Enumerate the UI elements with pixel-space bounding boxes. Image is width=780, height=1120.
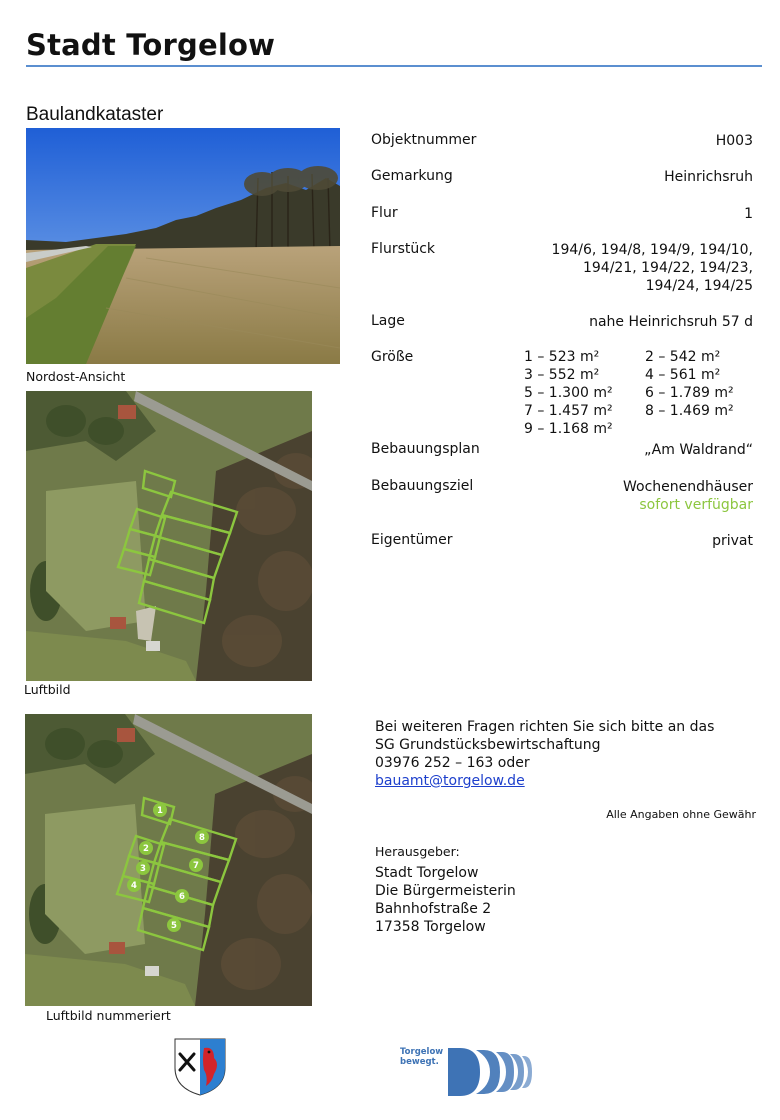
aerial-photo: [26, 391, 312, 681]
plot-number-8: 8: [199, 833, 205, 843]
eigentuemer-label: Eigentümer: [371, 532, 453, 548]
objektnummer-value: H003: [715, 133, 753, 149]
size-item: 2 – 542 m²: [645, 349, 721, 365]
size-item: 1 – 523 m²: [524, 349, 600, 365]
publisher-line: Die Bürgermeisterin: [375, 883, 516, 899]
photo-caption: Nordost-Ansicht: [26, 369, 126, 384]
plot-number-3: 3: [140, 864, 146, 874]
flurstueck-line: 194/21, 194/22, 194/23,: [582, 260, 753, 276]
aerial-numbered-photo: [25, 714, 312, 1006]
contact-block: [375, 718, 714, 790]
plot-number-1: 1: [157, 806, 163, 816]
plot-number-7: 7: [193, 861, 199, 871]
plot-number-4: 4: [131, 881, 137, 891]
plot-number-5: 5: [171, 921, 177, 931]
size-item: 8 – 1.469 m²: [645, 403, 734, 419]
flurstueck-line: 194/6, 194/8, 194/9, 194/10,: [551, 242, 753, 258]
brand-slogan-line: bewegt.: [400, 1057, 439, 1067]
size-item: 3 – 552 m²: [524, 367, 600, 383]
bebauungsziel-value: [623, 478, 753, 514]
page-title: Stadt Torgelow: [26, 28, 276, 62]
objektnummer-label: Objektnummer: [371, 132, 477, 148]
contact-line: Bei weiteren Fragen richten Sie sich bitte an das: [375, 719, 715, 735]
size-item: 9 – 1.168 m²: [524, 421, 613, 437]
lage-label: Lage: [371, 313, 405, 329]
plot-number-2: 2: [143, 844, 149, 854]
publisher-label: Herausgeber:: [375, 844, 460, 859]
bebauungsplan-label: Bebauungsplan: [371, 441, 480, 457]
photo-caption: Luftbild: [24, 682, 71, 697]
publisher-line: 17358 Torgelow: [375, 919, 486, 935]
bebauungsziel-label: Bebauungsziel: [371, 478, 474, 494]
flurstueck-label: Flurstück: [371, 241, 436, 257]
brand-slogan-line: Torgelow: [400, 1047, 444, 1057]
publisher-line: Stadt Torgelow: [375, 865, 479, 881]
gemarkung-value: Heinrichsruh: [664, 169, 753, 185]
size-item: 7 – 1.457 m²: [524, 403, 613, 419]
title-divider: [26, 65, 762, 67]
publisher-line: Bahnhofstraße 2: [375, 901, 492, 917]
coat-of-arms-logo: [174, 1038, 226, 1096]
northeast-view-photo: [26, 128, 340, 364]
flur-value: 1: [744, 206, 753, 222]
size-item: 4 – 561 m²: [645, 367, 721, 383]
email-link[interactable]: bauamt@torgelow.de: [375, 773, 525, 789]
photo-caption: Luftbild nummeriert: [46, 1008, 171, 1023]
disclaimer: Alle Angaben ohne Gewähr: [606, 808, 756, 821]
bebauungsplan-value: „Am Waldrand“: [644, 442, 753, 458]
flur-label: Flur: [371, 205, 398, 221]
size-item: 5 – 1.300 m²: [524, 385, 613, 401]
eigentuemer-value: privat: [712, 533, 753, 549]
size-item: 6 – 1.789 m²: [645, 385, 734, 401]
gemarkung-label: Gemarkung: [371, 168, 453, 184]
plot-number-6: 6: [179, 892, 185, 902]
bebauungsziel-text: Wochenendhäuser: [622, 479, 753, 495]
groesse-label: Größe: [371, 349, 414, 365]
torgelow-bewegt-logo: [398, 1044, 540, 1100]
section-title: Baulandkataster: [26, 104, 164, 125]
publisher-block: [375, 843, 516, 936]
availability-status: sofort verfügbar: [639, 497, 753, 513]
contact-phone: 03976 252 – 163 oder: [375, 755, 530, 771]
flurstueck-value: [552, 241, 753, 295]
lage-value: nahe Heinrichsruh 57 d: [589, 314, 753, 330]
contact-line: SG Grundstücksbewirtschaftung: [375, 737, 601, 753]
flurstueck-line: 194/24, 194/25: [645, 278, 753, 294]
